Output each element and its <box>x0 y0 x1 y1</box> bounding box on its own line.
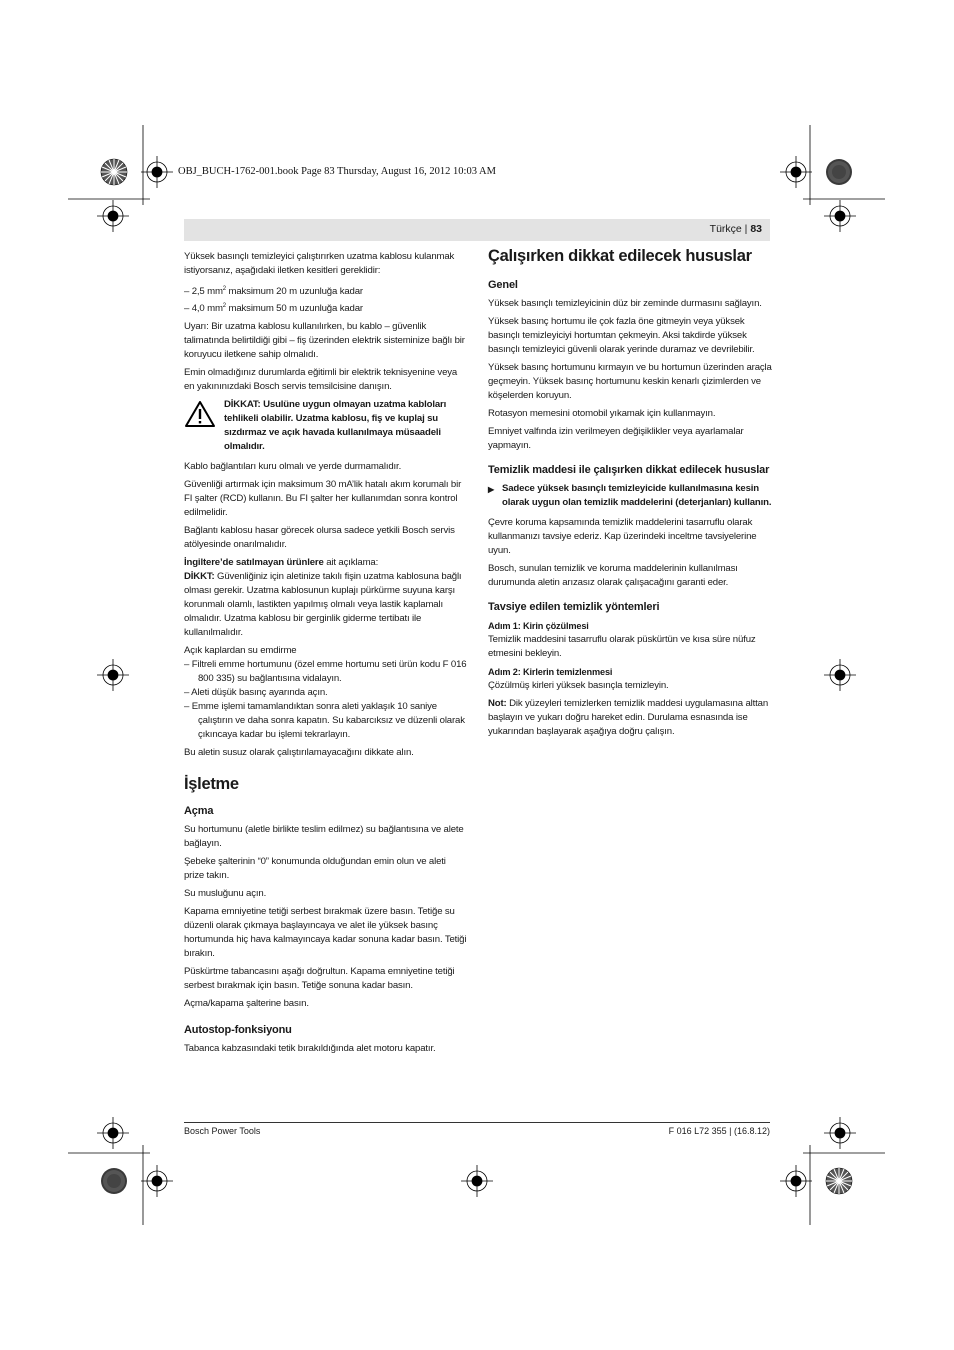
paragraph: Su hortumunu (aletle birlikte teslim edilmez) su bağlantısına ve alete bağlayın. <box>184 824 464 850</box>
step-1-title: Adım 1: Kirin çözülmesi <box>488 621 589 631</box>
paragraph: Yüksek basınçlı temizleyicinin düz bir zeminde durmasını sağlayın. <box>488 298 762 309</box>
paragraph: Temizlik maddesini tasarruflu olarak püskürtün ve kısa süre nüfuz etmesini bekleyin. <box>488 634 756 659</box>
subheading-acma: Açma <box>184 805 214 818</box>
left-column <box>184 250 468 1060</box>
paragraph: Emniyet valfında izin verilmeyen değişiklikler veya ayarlamalar yapmayın. <box>488 426 744 451</box>
paragraph: Emin olmadığınız durumlarda eğitimli bir elektrik teknisyenine veya en yakınınızdaki Bosch servis temsilcisine danışın. <box>184 367 458 393</box>
header-separator: | <box>741 223 751 235</box>
right-column <box>488 247 772 743</box>
book-header: OBJ_BUCH-1762-001.book Page 83 Thursday, August 16, 2012 10:03 AM <box>178 166 496 177</box>
paragraph: Güvenliği artırmak için maksimum 30 mA’lik hatalı akım korumalı bir FI şalter (RCD) kullanın. Bu FI şalter her kullanımdan sonra kontrol edilmelidir. <box>184 479 462 519</box>
paragraph: Bosch, sunulan temizlik ve koruma maddelerinin kullanılması durumunda aletin arızasız olarak çalışacağını garanti eder. <box>488 563 738 588</box>
uk-note: İngiltere’de satılmayan ürünlere ait açıklama: <box>184 557 379 569</box>
dikkt-note: DİKKT: Güvenliğiniz için aletinize takılı fişin uzatma kablosuna bağlı olması gerekir. Uzatma kablosunun kuplajı pürkürme suyuna karşı korunmalı olamlı, lastikten yapılmış olmalı veya lastik kaplamalı olmalıdır. Uzatma kablosu bir gerginlik giderme tertibatı ile kullanılmalıdır. <box>184 571 462 639</box>
warning-text: DİKKAT: Usulüne uygun olmayan uzatma kabloları tehlikeli olabilir. Uzatma kablosu, fiş ve kuplaj su sızdırmaz ve açık havada kullanılmaya müsaadeli olmalıdır. <box>224 399 447 453</box>
cable-spec-2: – 4,0 $mm^2$ maksimum 50 m uzunluğa kadar <box>184 303 363 315</box>
page-number: 83 <box>750 223 762 235</box>
subheading-autostop: Autostop-fonksiyonu <box>184 1024 292 1037</box>
page-header-bar <box>184 219 770 241</box>
paragraph: Yüksek basınçlı temizleyici çalıştırırken uzatma kablosu kulanmak istiyorsanız, aşağıdaki iletken kesitleri gereklidir: <box>184 251 455 276</box>
subheading-temizlik: Temizlik maddesi ile çalışırken dikkat edilecek hususlar <box>488 464 770 476</box>
subheading-tavsiye: Tavsiye edilen temizlik yöntemleri <box>488 601 660 613</box>
paragraph: Rotasyon memesini otomobil yıkamak için kullanmayın. <box>488 408 716 419</box>
note: Not: Dik yüzeyleri temizlerken temizlik maddesi uygulamasına alttan başlayın ve yukarı doğru hareket edin. Durulama esnasında ise yukarından başlayarak aşağıya doğru çalışın. <box>488 698 769 737</box>
cable-spec-1: – 2,5 $mm^2$ maksimum 20 m uzunluğa kadar <box>184 286 363 298</box>
paragraph: Uyarı: Bir uzatma kablosu kullanılırken, bu kablo – güvenlik talimatında belirtildiği gibi – fiş üzerinden elektrik sisteminize bağlı bir koruyucu iletkene sahip olmalıdı. <box>184 321 465 361</box>
section-heading-calisirken: Çalışırken dikkat edilecek hususlar <box>488 247 752 265</box>
paragraph: Yüksek basınç hortumu ile çok fazla öne gitmeyin veya yüksek basınçlı temizleyiciyi hortumtan çekmeyin. Aksi takdirde yüksek basınçlı temizleyici güvenli olarak yerinde duramaz ve devrilebilir. <box>488 316 755 355</box>
paragraph: Bağlantı kablosu hasar görecek olursa sadece yetkili Bosch servis atölyesinde onarılmalıdır. <box>184 525 455 551</box>
subheading-genel: Genel <box>488 279 518 291</box>
paragraph: Yüksek basınç hortumunu kırmayın ve bu hortumun üzerinden araçla geçmeyin. Yüksek basınç hortumunu keskin kenarlı çizimlerden ve köşelerden koruyun. <box>488 362 772 401</box>
step-2-title: Adım 2: Kirlerin temizlenmesi <box>488 667 613 677</box>
paragraph: Bu aletin susuz olarak çalıştırılamayacağını dikkate alın. <box>184 747 414 759</box>
list-item: – Filtreli emme hortumunu (özel emme hortumu seti ürün kodu F 016 800 335) su bağlantısına vidalayın. <box>184 659 467 685</box>
warning-block <box>184 398 468 454</box>
paragraph: Su musluğunu açın. <box>184 888 267 900</box>
list-item: – Emme işlemi tamamlandıktan sonra aleti yaklaşık 10 saniye çalıştırın ve daha sonra kapatın. Su kabarcıksız ve düzenli olarak çıkıncaya kadar bu işlemi tekrarlayın. <box>184 701 465 741</box>
footer-brand: Bosch Power Tools <box>184 1126 261 1136</box>
footer-divider <box>184 1122 770 1123</box>
arrow-list-item <box>488 482 772 510</box>
arrow-list-text: Sadece yüksek basınçlı temizleyicide kullanılmasına kesin olarak uygun olan temizlik maddelerini (deterjanları) kullanın. <box>502 483 772 508</box>
section-label <box>710 223 762 235</box>
paragraph: Tabanca kabzasındaki tetik bırakıldığında alet motoru kapatır. <box>184 1043 436 1055</box>
paragraph: Püskürtme tabancasını aşağı doğrultun. Kapama emniyetine tetiği serbest bırakmak için basın. Tetiğe sonuna kadar basın. <box>184 966 455 992</box>
paragraph: Açık kaplardan su emdirme <box>184 645 297 657</box>
footer-doc-code: F 016 L72 355 | (16.8.12) <box>668 1126 770 1136</box>
paragraph: Açma/kapama şalterine basın. <box>184 998 309 1010</box>
list-item: – Aleti düşük basınç ayarında açın. <box>184 687 328 699</box>
arrow-bullet-icon: ▶ <box>488 485 495 494</box>
section-heading-isletme: İşletme <box>184 775 239 794</box>
language-label: Türkçe <box>709 223 742 235</box>
paragraph: Çevre koruma kapsamında temizlik maddelerini tasarruflu olarak kullanmanızı tavsiye ederiz. Kap üzerindeki inceltme tavsiyelerine uyun. <box>488 517 757 556</box>
paragraph: Çözülmüş kirleri yüksek basınçla temizleyin. <box>488 680 669 691</box>
paragraph: Şebeke şalterinin “0” konumunda olduğundan emin olun ve aleti prize takın. <box>184 856 446 882</box>
paragraph: Kablo bağlantıları kuru olmalı ve yerde durmamalıdır. <box>184 461 402 473</box>
warning-triangle-icon <box>184 398 224 454</box>
paragraph: Kapama emniyetine tetiği serbest bırakmak üzere basın. Tetiğe su düzenli olarak çıkmaya başlayıncaya ve alet ile yüksek basınç hortumunda hiç hava kalmayıncaya kadar sonuna kadar basın. Tetiği bırakın. <box>184 906 467 960</box>
